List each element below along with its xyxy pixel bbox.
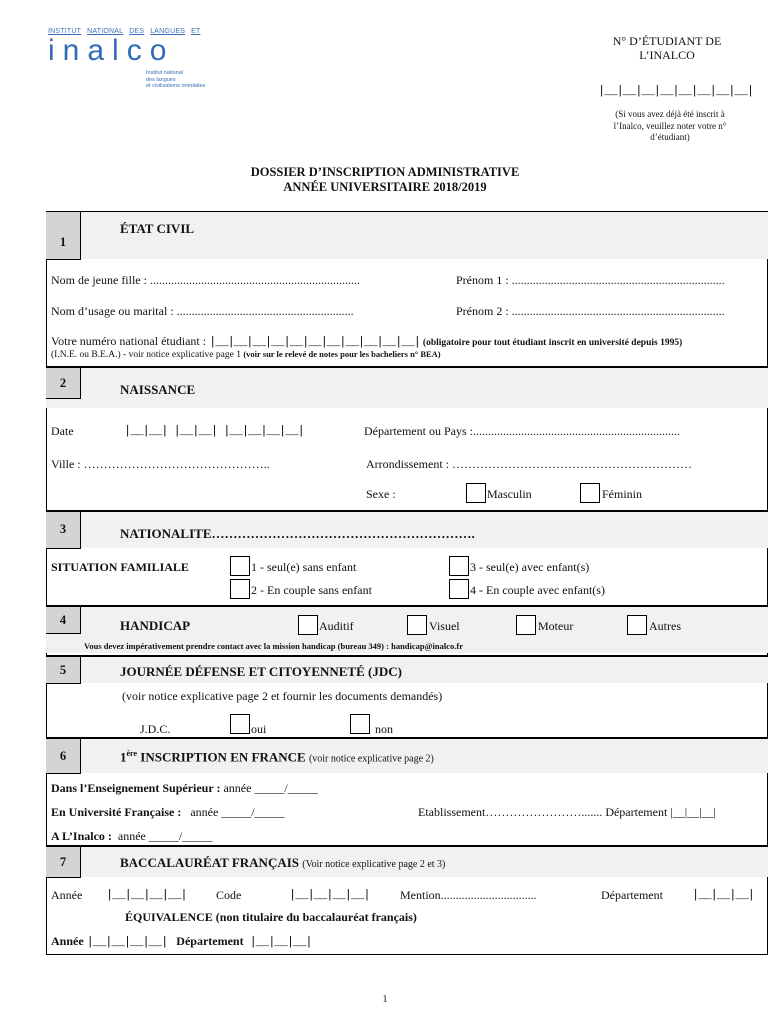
equiv-row: [51, 934, 312, 949]
section-number: 2: [46, 368, 81, 399]
section-number: 1: [46, 212, 81, 260]
section-heading: NAISSANCE: [120, 382, 196, 397]
national-id-note: (obligatoire pour tout étudiant inscrit en université depuis 1995): [422, 338, 683, 348]
bac-code-field[interactable]: |__|__|__|__|: [289, 888, 370, 902]
handicap-moteur-label: Moteur: [538, 619, 574, 633]
family-opt4-label: 4 - En couple avec enfant(s): [470, 583, 605, 597]
section-number: 4: [46, 607, 81, 634]
section-number: 7: [46, 847, 81, 878]
maiden-name-field[interactable]: Nom de jeune fille : ......................................................................: [51, 273, 360, 287]
handicap-visuel-checkbox[interactable]: [407, 615, 427, 635]
family-opt3-checkbox[interactable]: [449, 556, 469, 576]
section-heading-note: (Voir notice explicative page 2 et 3): [302, 859, 446, 870]
inalco-year-field[interactable]: année _____/_____: [117, 829, 213, 843]
section-6-header: [46, 739, 768, 773]
logo-subtitle: [146, 70, 205, 90]
document-title-line2: ANNÉE UNIVERSITAIRE 2018/2019: [283, 180, 487, 194]
logo-top-item: INSTITUT: [48, 28, 82, 35]
first-name-2-field[interactable]: Prénom 2 : .......................................................................: [456, 304, 725, 318]
section-4-header: [46, 607, 768, 653]
equiv-year-label: Année: [51, 934, 84, 948]
national-id-label: Votre numéro national étudiant :: [51, 334, 207, 348]
jdc-no-label: non: [375, 722, 393, 736]
equivalence-heading: ÉQUIVALENCE (non titulaire du baccalauréat français): [125, 910, 417, 924]
bac-dept-field[interactable]: |__|__|__|: [692, 888, 755, 902]
section-2-header: [46, 368, 768, 408]
section-number: 3: [46, 512, 81, 549]
section-heading-prefix: 1: [120, 749, 127, 765]
student-number-note-line: d’étudiant): [650, 132, 690, 142]
bac-year-label: Année: [51, 888, 83, 902]
student-number-note: [590, 109, 750, 144]
section-heading: HANDICAP: [120, 618, 191, 633]
section-heading: ÉTAT CIVIL: [120, 221, 195, 236]
jdc-no-checkbox[interactable]: [350, 714, 370, 734]
logo-top-item: ET: [191, 28, 201, 35]
ine-note: (I.N.E. ou B.E.A.) - voir notice explicative page 1: [51, 350, 241, 360]
higher-ed-row: [51, 781, 318, 796]
logo-top-item: NATIONAL: [87, 28, 124, 35]
student-number-note-line: l’Inalco, veuillez noter votre n°: [613, 120, 727, 131]
ine-note-bold: (voir sur le relevé de notes pour les bacheliers n° BEA): [243, 349, 441, 359]
inalco-row: [51, 829, 212, 844]
page-number: 1: [382, 994, 388, 1005]
handicap-note: Vous devez impérativement prendre contact avec la mission handicap (bureau 349) : handicap@inalco.fr: [84, 641, 463, 651]
logo-subtitle-line: des langues: [146, 76, 176, 83]
section-heading-note: (voir notice explicative page 2): [308, 753, 434, 765]
family-opt1-label: 1 - seul(e) sans enfant: [251, 560, 357, 574]
jdc-note: (voir notice explicative page 2 et fournir les documents demandés): [122, 689, 443, 703]
equiv-dept-label: Département: [176, 934, 244, 948]
national-id-row: [51, 334, 682, 349]
logo-subtitle-line: et civilisations orientales: [146, 83, 206, 89]
inalco-label: A L’Inalco :: [51, 829, 112, 843]
document-title-line1: DOSSIER D’INSCRIPTION ADMINISTRATIVE: [250, 165, 520, 179]
national-id-field[interactable]: |__|__|__|__|__|__|__|__|__|__|__|: [209, 335, 420, 349]
bac-year-field[interactable]: |__|__|__|__|: [106, 888, 187, 902]
jdc-yes-label: oui: [251, 722, 267, 736]
male-checkbox[interactable]: [466, 483, 486, 503]
family-opt3-label: 3 - seul(e) avec enfant(s): [470, 560, 590, 574]
logo-top-item: LANGUES: [150, 28, 186, 35]
jdc-yes-checkbox[interactable]: [230, 714, 250, 734]
sex-label: Sexe :: [366, 487, 396, 501]
student-number-note-line: (Si vous avez déjà été inscrit à: [615, 109, 725, 119]
handicap-auditif-label: Auditif: [319, 619, 354, 633]
section-heading: BACCALAURÉAT FRANÇAIS: [120, 855, 300, 870]
birth-district-field[interactable]: Arrondissement : ……………………………………………………: [366, 457, 692, 471]
section-number: 5: [46, 657, 81, 684]
birth-city-field[interactable]: Ville : ………………………………………..: [51, 457, 270, 471]
family-opt4-checkbox[interactable]: [449, 579, 469, 599]
document-title: [0, 165, 770, 195]
birth-date-field[interactable]: |__|__| |__|__| |__|__|__|__|: [124, 424, 304, 438]
family-status-label: SITUATION FAMILIALE: [51, 560, 189, 574]
student-number-title-line: N° D’ÉTUDIANT DE: [612, 34, 722, 48]
male-label: Masculin: [487, 487, 532, 501]
usage-name-field[interactable]: Nom d’usage ou marital : ...........................................................: [51, 304, 354, 318]
french-uni-year-field[interactable]: année _____/_____: [190, 805, 285, 819]
family-opt1-checkbox[interactable]: [230, 556, 250, 576]
section-heading: JOURNÉE DÉFENSE ET CITOYENNETÉ (JDC): [120, 664, 402, 679]
higher-ed-year-field[interactable]: année _____/_____: [223, 781, 318, 795]
ine-note-row: [51, 349, 441, 360]
french-uni-label: En Université Française :: [51, 805, 182, 819]
handicap-autres-checkbox[interactable]: [627, 615, 647, 635]
student-number-field[interactable]: |__|__|__|__|__|__|__|__|: [598, 84, 754, 98]
handicap-autres-label: Autres: [649, 619, 681, 633]
french-uni-row: [51, 805, 285, 820]
student-number-title-line: L’INALCO: [639, 48, 695, 62]
equiv-dept-field[interactable]: |__|__|__|: [249, 935, 312, 949]
bac-dept-label: Département: [601, 888, 663, 902]
section-number: 6: [46, 739, 81, 774]
jdc-label: J.D.C.: [140, 722, 171, 736]
female-label: Féminin: [602, 487, 643, 501]
section-heading-row: [120, 855, 445, 871]
female-checkbox[interactable]: [580, 483, 600, 503]
section-heading: INSCRIPTION EN FRANCE: [140, 749, 306, 765]
first-name-1-field[interactable]: Prénom 1 : .......................................................................: [456, 273, 725, 287]
section-heading[interactable]: NATIONALITE…………………………………………………….: [120, 526, 475, 541]
handicap-auditif-checkbox[interactable]: [298, 615, 318, 635]
bac-code-label: Code: [216, 888, 242, 902]
section-5-header: [46, 657, 768, 683]
birth-date-label: Date: [51, 424, 74, 438]
handicap-visuel-label: Visuel: [429, 619, 460, 633]
logo-top-item: DES: [129, 28, 145, 35]
family-opt2-checkbox[interactable]: [230, 579, 250, 599]
student-number-title: [588, 34, 746, 62]
section-heading-sup: ère: [126, 749, 138, 758]
institution-field[interactable]: Etablissement……………………....... Département |__|__|__|: [418, 805, 716, 819]
section-7-header: [46, 847, 768, 877]
section-heading-row: [120, 749, 434, 765]
equiv-year-field[interactable]: |__|__|__|__|: [86, 935, 168, 949]
bac-mention-field[interactable]: Mention................................: [400, 888, 537, 902]
handicap-moteur-checkbox[interactable]: [516, 615, 536, 635]
family-opt2-label: 2 - En couple sans enfant: [251, 583, 372, 597]
section-1-header: [46, 212, 768, 259]
inalco-logo: inalco: [48, 34, 175, 67]
logo-subtitle-line: Institut national: [146, 70, 183, 76]
birth-dept-country-field[interactable]: Département ou Pays :.....................................................................: [364, 424, 680, 438]
higher-ed-label: Dans l’Enseignement Supérieur :: [51, 781, 221, 795]
section-3-header: [46, 512, 768, 548]
